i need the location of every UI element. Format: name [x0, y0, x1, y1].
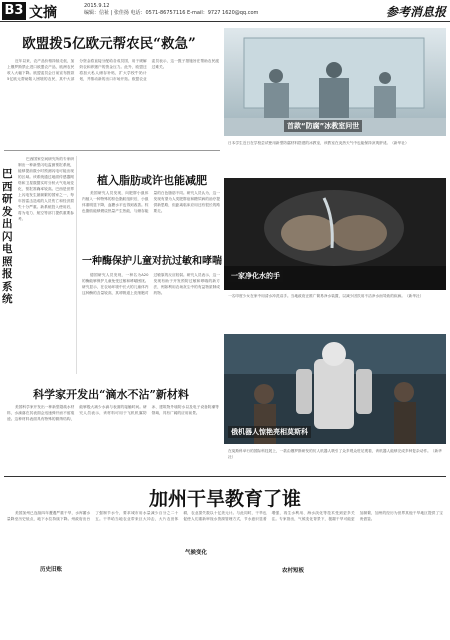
photo-ice-classroom: [224, 28, 446, 136]
article-text: 美国研究人员发现，向肥胖小鼠体内植入一种特殊的棕色脂肪组织后，小鼠体重明显下降，血糖水平也得到改善。棕色脂肪能够燃烧热量产生热能，与储存能量的白色脂肪不同。研究人员认为，这一发现有望为人类肥胖症和糖尿病的治疗提供新思路，但距离临床应用还有很长的路要走。: [82, 191, 220, 213]
article-text: 巴西国家空间研究所的专家研制出一种新型闪电监测预报系统，能够提前数小时预测闪电可能出现的区域。该系统通过地面传感器网络和卫星数据实时分析大气电场变化，预报准确率较高。巴西是世界上闪电发生最频繁的国家之一，每年因雷击造成的人员伤亡和经济损失十分严重。新系统投入使用后，将为电力、航空等部门提供重要参考。: [18, 157, 74, 221]
article-title-enzyme: 一种酶保护儿童对抗过敏和哮喘: [82, 256, 222, 267]
article-text: 美国科学家开发出一种新型超疏水材料，水滴落在其表面会迅速弹开而不留痕迹。这种材料表面具有特殊的微纳结构，能够极大减少水滴与表面的接触时间。研究人员表示，该材料可用于飞机机翼防冰、建筑物外墙防水以及电子设备防潮等领域，具有广阔的应用前景。: [7, 405, 219, 421]
article-title-eu-aid: 欧盟拨5亿欧元帮农民“救急”: [22, 36, 196, 52]
article-body-brazil-lightning: [18, 156, 74, 376]
article-body-eu-aid: [7, 58, 219, 150]
photo-robot: [224, 334, 446, 444]
photo-caption: 首款“防腐”冰教室问世: [284, 120, 362, 132]
divider: [76, 156, 77, 374]
header-meta: [84, 3, 258, 17]
article-text: 近年以来，农产品价格持续走低，加上俄罗斯禁止进口欧盟农产品，欧洲农民收入大幅下降。欧盟委员会日前宣布拨款5亿欧元帮助陷入困境的农民，其中大部分资金将直接分配给各成员国，用于缓解奶农和养猪户的资金压力。此外，欧盟还将加大私人储存补贴，扩大学校牛奶计划，并推动新的出口市场开拓。欧盟农业委员表示，这一揽子措施旨在帮助农民渡过难关。: [7, 59, 219, 81]
email-info: E-mail：9727 1620@qq.com: [187, 10, 259, 16]
article-body-fat-implant: [82, 190, 220, 244]
photo-water-hands: [224, 178, 446, 290]
subhead-climate: 气候变化: [185, 550, 208, 556]
photo-caption: 俄机器人惊艳亮相莫斯科: [228, 426, 311, 438]
subhead-rural: 农村短板: [282, 568, 305, 574]
issue-date: 2015.9.12: [84, 3, 110, 9]
paper-name: 参考消息报: [385, 5, 446, 19]
photo-caption: 一家净化水的手: [228, 270, 283, 282]
article-title-brazil-lightning: 巴西研发出闪电照报系统: [2, 168, 13, 305]
article-title-california-drought: 加州干旱教育了谁: [148, 488, 301, 510]
article-body-enzyme: [82, 272, 220, 372]
subhead-history: 历史旧账: [40, 567, 63, 573]
photo-description: 一名印度少女在家中用清水冲洗双手。当地政府正推广简易净水装置，以减少因饮用不洁净水而导致的疾病。（新华社）: [228, 294, 424, 298]
article-text: 德国研究人员发现，一种名为A20的酶能够保护儿童免受过敏和哮喘困扰。研究显示，在农场环境中长大的儿童体内这种酶的含量较高，其呼吸道上皮细胞对过敏原的反应较弱。研究人员表示，这一发现有助于开发预防过敏和哮喘的新方法，例如利用农场灰尘中的有益物质制成药物。: [82, 273, 220, 295]
article-body-california-drought: [7, 510, 443, 636]
photo-description: 日本学生近日在学校尝试使用新型防腐材料搭建的冰教室，该教室在炎热天气中也能保持凉爽舒适。（新华社）: [228, 141, 409, 145]
photo-description: 在莫斯科举行的国际科技展上，一款由俄罗斯研发的仿人机器人吸引了众多观众驻足观看，该机器人能够完成多种复杂动作。（新华社）: [228, 449, 442, 459]
article-body-hydrophobic: [7, 404, 219, 472]
article-title-fat-implant: 植入脂肪或许也能减肥: [97, 174, 207, 187]
divider: [4, 476, 446, 477]
phone-info: 电话：0571-86757116: [130, 10, 186, 16]
editor-info: 编辑：信祉 | 张佳扬: [84, 10, 129, 16]
section-name: 文摘: [29, 5, 57, 21]
article-text: 美国加州已连续四年遭遇严重干旱，水库蓄水量降至历史低点，地下水位持续下降。州政府出台了强制节水令，要求城市用水量减少百分之二十五。干旱给当地农业带来巨大冲击，大片农田休耕，农业损失数以十亿美元计。与此同时，干旱也促使人们重新审视水资源管理方式，节水意识显著增强，再生水利用、海水淡化等技术受到更多关注。专家指出，气候变化背景下，极端干旱可能更加频繁，加州的经历为世界其他干旱地区提供了宝贵借鉴。: [7, 511, 443, 521]
masthead: [0, 0, 450, 22]
article-title-hydrophobic: 科学家开发出“滴水不沾”新材料: [33, 388, 189, 401]
page-number: B3: [2, 2, 26, 20]
divider: [4, 150, 220, 151]
